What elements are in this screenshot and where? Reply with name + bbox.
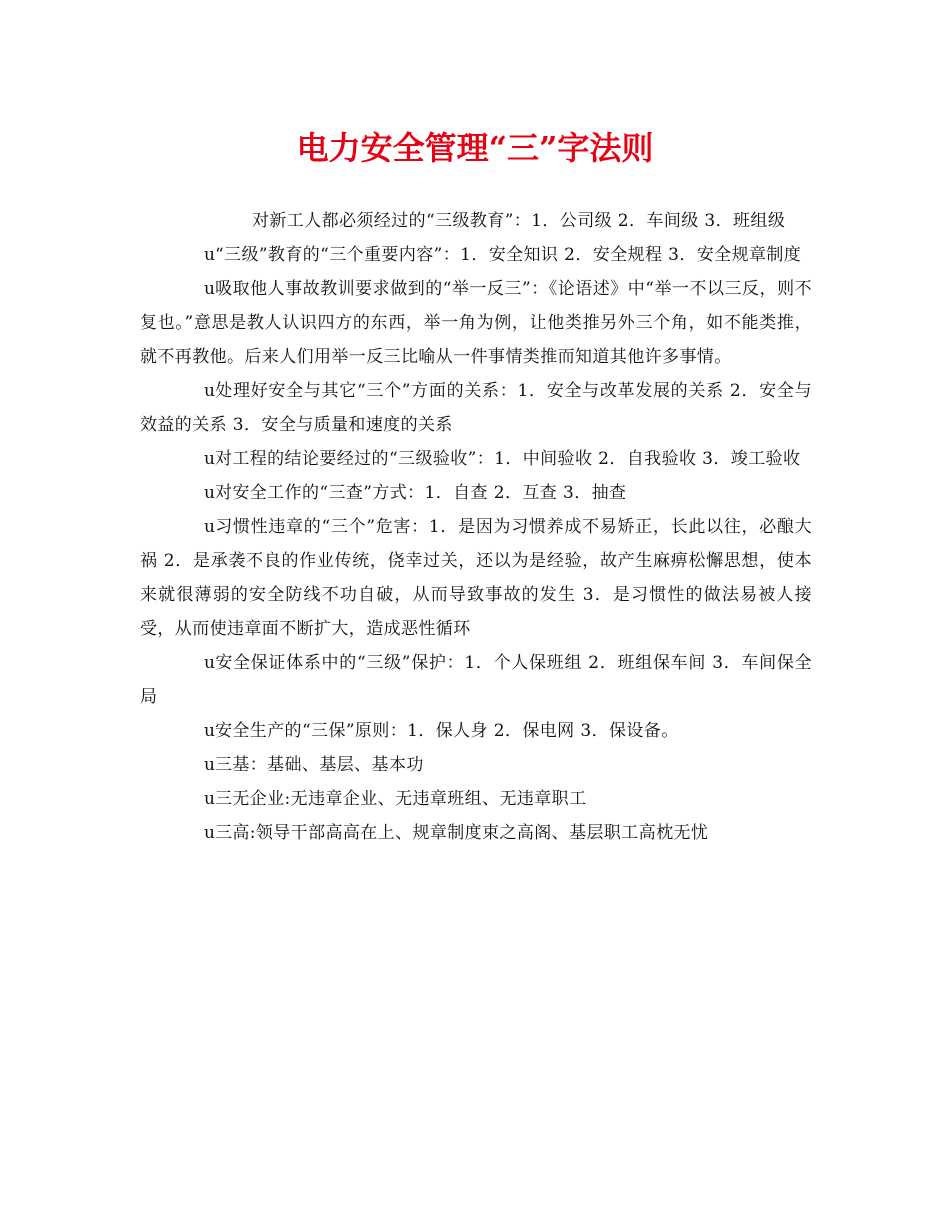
paragraph-10 [140, 748, 812, 782]
bullet-marker: u [204, 755, 215, 775]
paragraph-text: 吸取他人事故教训要求做到的“举一反三”：《论语述》中“举一不以三反，则不复也。”意思是教人认识四方的东西，举一角为例，让他类推另外三个角，如不能类推，就不再教他。后来人们用举一反三比喻从一件事情类推而知道其他许多事情。 [140, 279, 812, 367]
paragraph-text: 处理好安全与其它“三个”方面的关系：1．安全与改革发展的关系 2．安全与效益的关系 3．安全与质量和速度的关系 [140, 381, 812, 435]
paragraph-text: 三无企业:无违章企业、无违章班组、无违章职工 [214, 789, 587, 809]
paragraph-6 [140, 476, 812, 510]
paragraph-12 [140, 816, 812, 850]
paragraph-text: 对新工人都必须经过的“三级教育”：1．公司级 2．车间级 3．班组级 [252, 211, 786, 231]
paragraph-3 [140, 272, 812, 374]
bullet-marker: u [204, 245, 215, 265]
bullet-marker: u [204, 483, 215, 503]
paragraph-8 [140, 646, 812, 714]
bullet-marker: u [204, 653, 215, 673]
paragraph-text: 安全保证体系中的“三级”保护：1．个人保班组 2．班组保车间 3．车间保全局 [140, 653, 812, 707]
paragraph-text: 对安全工作的“三查”方式：1．自查 2．互查 3．抽查 [214, 483, 627, 503]
paragraph-text: 对工程的结论要经过的“三级验收”：1．中间验收 2．自我验收 3．竣工验收 [214, 449, 801, 469]
paragraph-2 [140, 238, 812, 272]
paragraph-text: 习惯性违章的“三个”危害：1．是因为习惯养成不易矫正，长此以往，必酿大祸 2．是承袭不良的作业传统，侥幸过关，还以为是经验，故产生麻痹松懈思想，使本来就很薄弱的安全防线不功自破，从而导致事故的发生 3．是习惯性的做法易被人接受，从而使违章面不断扩大，造成恶性循环 [140, 517, 812, 639]
paragraph-1 [140, 204, 812, 238]
paragraph-4 [140, 374, 812, 442]
paragraph-5 [140, 442, 812, 476]
paragraph-9 [140, 714, 812, 748]
bullet-marker: u [204, 823, 215, 843]
paragraph-text: 三高:领导干部高高在上、规章制度束之高阁、基层职工高枕无忧 [214, 823, 709, 843]
paragraph-text: 三基：基础、基层、基本功 [214, 755, 424, 775]
bullet-marker: u [204, 517, 215, 537]
document-title: 电力安全管理“三”字法则 [296, 129, 654, 167]
bullet-marker: u [204, 721, 215, 741]
bullet-marker: u [204, 789, 215, 809]
paragraph-11 [140, 782, 812, 816]
paragraph-7 [140, 510, 812, 646]
paragraph-text: 安全生产的“三保”原则：1．保人身 2．保电网 3．保设备。 [214, 721, 679, 741]
bullet-marker: u [204, 279, 215, 299]
document-body [140, 204, 812, 850]
bullet-marker: u [204, 381, 215, 401]
bullet-marker: u [204, 449, 215, 469]
paragraph-text: “三级”教育的“三个重要内容”：1．安全知识 2．安全规程 3．安全规章制度 [214, 245, 802, 265]
